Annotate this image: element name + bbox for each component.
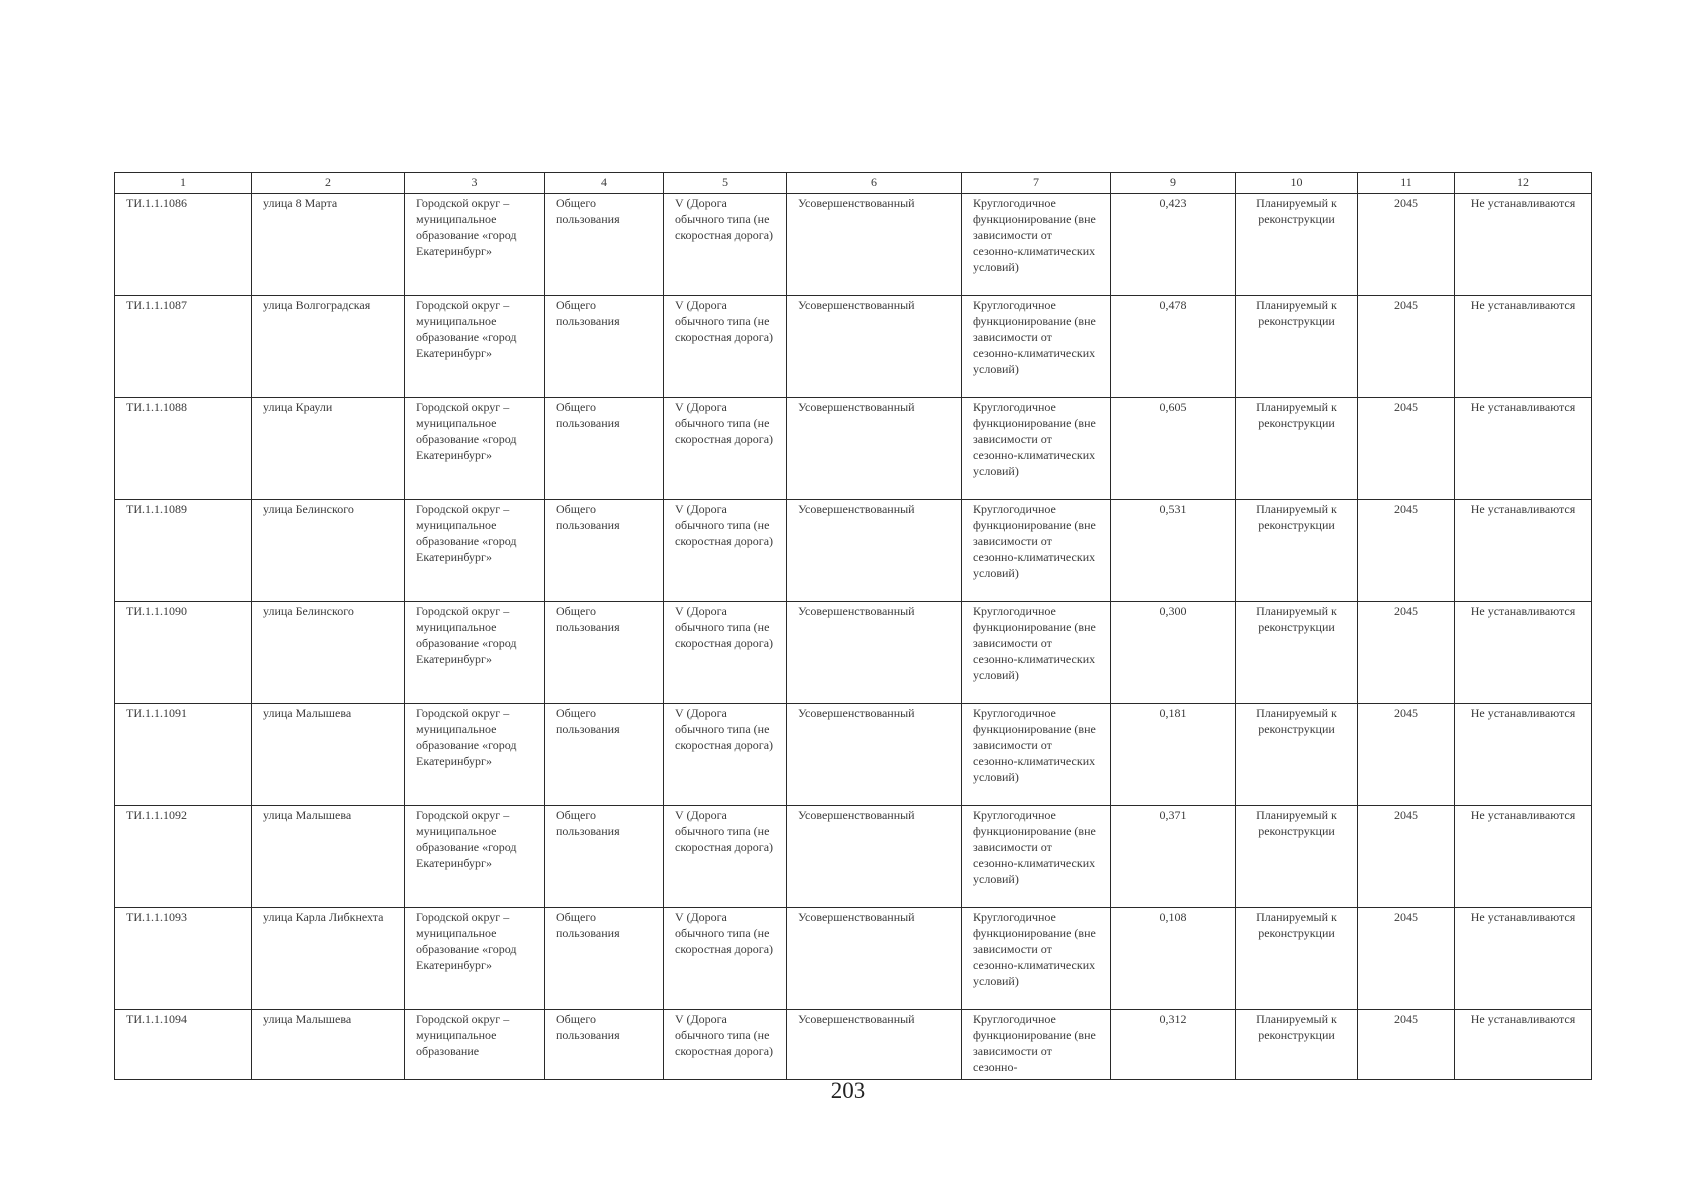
- status-cell: Планируемый к реконструкции: [1236, 398, 1358, 500]
- year-cell: 2045: [1358, 398, 1455, 500]
- surface-type-cell: Усовершенствованный: [787, 806, 962, 908]
- road-name-cell: улица 8 Марта: [252, 194, 405, 296]
- table-row: [115, 194, 1592, 296]
- length-cell: 0,423: [1111, 194, 1236, 296]
- table-row: [115, 1010, 1592, 1080]
- object-id-cell: ТИ.1.1.1090: [115, 602, 252, 704]
- object-id-cell: ТИ.1.1.1091: [115, 704, 252, 806]
- object-id-cell: ТИ.1.1.1092: [115, 806, 252, 908]
- surface-type-cell: Усовершенствованный: [787, 602, 962, 704]
- municipality-cell: Городской округ – муниципальное образование «город Екатеринбург»: [405, 704, 545, 806]
- road-name-cell: улица Волгоградская: [252, 296, 405, 398]
- column-header-8: 9: [1111, 173, 1236, 194]
- protection-zones-cell: Не устанавливаются: [1455, 602, 1592, 704]
- municipality-cell: Городской округ – муниципальное образование: [405, 1010, 545, 1080]
- object-id-cell: ТИ.1.1.1089: [115, 500, 252, 602]
- surface-type-cell: Усовершенствованный: [787, 296, 962, 398]
- municipality-cell: Городской округ – муниципальное образование «город Екатеринбург»: [405, 602, 545, 704]
- protection-zones-cell: Не устанавливаются: [1455, 1010, 1592, 1080]
- column-header-10: 11: [1358, 173, 1455, 194]
- object-id-cell: ТИ.1.1.1088: [115, 398, 252, 500]
- road-name-cell: улица Малышева: [252, 1010, 405, 1080]
- municipality-cell: Городской округ – муниципальное образование «город Екатеринбург»: [405, 296, 545, 398]
- purpose-cell: Общего пользования: [545, 704, 664, 806]
- table-row: [115, 908, 1592, 1010]
- year-cell: 2045: [1358, 602, 1455, 704]
- length-cell: 0,181: [1111, 704, 1236, 806]
- length-cell: 0,371: [1111, 806, 1236, 908]
- purpose-cell: Общего пользования: [545, 602, 664, 704]
- year-cell: 2045: [1358, 704, 1455, 806]
- column-header-5: 5: [664, 173, 787, 194]
- operation-regime-cell: Круглогодичное функционирование (вне зависимости от сезонно-климатических условий): [962, 296, 1111, 398]
- year-cell: 2045: [1358, 1010, 1455, 1080]
- column-header-2: 2: [252, 173, 405, 194]
- status-cell: Планируемый к реконструкции: [1236, 908, 1358, 1010]
- surface-type-cell: Усовершенствованный: [787, 500, 962, 602]
- surface-type-cell: Усовершенствованный: [787, 908, 962, 1010]
- status-cell: Планируемый к реконструкции: [1236, 1010, 1358, 1080]
- status-cell: Планируемый к реконструкции: [1236, 704, 1358, 806]
- status-cell: Планируемый к реконструкции: [1236, 296, 1358, 398]
- operation-regime-cell: Круглогодичное функционирование (вне зависимости от сезонно-климатических условий): [962, 194, 1111, 296]
- road-category-cell: V (Дорога обычного типа (не скоростная дорога): [664, 602, 787, 704]
- column-header-1: 1: [115, 173, 252, 194]
- protection-zones-cell: Не устанавливаются: [1455, 296, 1592, 398]
- year-cell: 2045: [1358, 500, 1455, 602]
- object-id-cell: ТИ.1.1.1086: [115, 194, 252, 296]
- protection-zones-cell: Не устанавливаются: [1455, 806, 1592, 908]
- column-header-11: 12: [1455, 173, 1592, 194]
- length-cell: 0,531: [1111, 500, 1236, 602]
- table-row: [115, 500, 1592, 602]
- object-id-cell: ТИ.1.1.1087: [115, 296, 252, 398]
- road-name-cell: улица Малышева: [252, 704, 405, 806]
- road-name-cell: улица Краули: [252, 398, 405, 500]
- header-row: [115, 173, 1592, 194]
- municipality-cell: Городской округ – муниципальное образование «город Екатеринбург»: [405, 398, 545, 500]
- surface-type-cell: Усовершенствованный: [787, 398, 962, 500]
- municipality-cell: Городской округ – муниципальное образование «город Екатеринбург»: [405, 908, 545, 1010]
- road-category-cell: V (Дорога обычного типа (не скоростная дорога): [664, 1010, 787, 1080]
- year-cell: 2045: [1358, 806, 1455, 908]
- surface-type-cell: Усовершенствованный: [787, 704, 962, 806]
- column-header-4: 4: [545, 173, 664, 194]
- object-id-cell: ТИ.1.1.1094: [115, 1010, 252, 1080]
- municipality-cell: Городской округ – муниципальное образование «город Екатеринбург»: [405, 806, 545, 908]
- purpose-cell: Общего пользования: [545, 500, 664, 602]
- length-cell: 0,108: [1111, 908, 1236, 1010]
- municipality-cell: Городской округ – муниципальное образование «город Екатеринбург»: [405, 500, 545, 602]
- road-category-cell: V (Дорога обычного типа (не скоростная дорога): [664, 908, 787, 1010]
- column-header-7: 7: [962, 173, 1111, 194]
- road-category-cell: V (Дорога обычного типа (не скоростная дорога): [664, 194, 787, 296]
- year-cell: 2045: [1358, 296, 1455, 398]
- surface-type-cell: Усовершенствованный: [787, 1010, 962, 1080]
- object-id-cell: ТИ.1.1.1093: [115, 908, 252, 1010]
- table-row: [115, 704, 1592, 806]
- purpose-cell: Общего пользования: [545, 1010, 664, 1080]
- length-cell: 0,300: [1111, 602, 1236, 704]
- operation-regime-cell: Круглогодичное функционирование (вне зависимости от сезонно-климатических условий): [962, 806, 1111, 908]
- table-row: [115, 296, 1592, 398]
- road-name-cell: улица Малышева: [252, 806, 405, 908]
- status-cell: Планируемый к реконструкции: [1236, 194, 1358, 296]
- purpose-cell: Общего пользования: [545, 296, 664, 398]
- table-body: [115, 194, 1592, 1080]
- operation-regime-cell: Круглогодичное функционирование (вне зависимости от сезонно-климатических условий): [962, 704, 1111, 806]
- road-category-cell: V (Дорога обычного типа (не скоростная дорога): [664, 806, 787, 908]
- operation-regime-cell: Круглогодичное функционирование (вне зависимости от сезонно-климатических условий): [962, 500, 1111, 602]
- protection-zones-cell: Не устанавливаются: [1455, 908, 1592, 1010]
- length-cell: 0,312: [1111, 1010, 1236, 1080]
- road-category-cell: V (Дорога обычного типа (не скоростная дорога): [664, 704, 787, 806]
- table-header: [115, 173, 1592, 194]
- page-number: 203: [830, 1078, 866, 1103]
- length-cell: 0,605: [1111, 398, 1236, 500]
- table-row: [115, 602, 1592, 704]
- purpose-cell: Общего пользования: [545, 908, 664, 1010]
- road-category-cell: V (Дорога обычного типа (не скоростная дорога): [664, 398, 787, 500]
- road-name-cell: улица Белинского: [252, 602, 405, 704]
- road-name-cell: улица Белинского: [252, 500, 405, 602]
- table-row: [115, 398, 1592, 500]
- year-cell: 2045: [1358, 908, 1455, 1010]
- status-cell: Планируемый к реконструкции: [1236, 602, 1358, 704]
- surface-type-cell: Усовершенствованный: [787, 194, 962, 296]
- operation-regime-cell: Круглогодичное функционирование (вне зависимости от сезонно-климатических условий): [962, 908, 1111, 1010]
- purpose-cell: Общего пользования: [545, 398, 664, 500]
- road-registry-table: [114, 172, 1592, 1080]
- column-header-3: 3: [405, 173, 545, 194]
- status-cell: Планируемый к реконструкции: [1236, 500, 1358, 602]
- operation-regime-cell: Круглогодичное функционирование (вне зависимости от сезонно-климатических условий): [962, 602, 1111, 704]
- operation-regime-cell: Круглогодичное функционирование (вне зависимости от сезонно-климатических условий): [962, 398, 1111, 500]
- road-name-cell: улица Карла Либкнехта: [252, 908, 405, 1010]
- road-category-cell: V (Дорога обычного типа (не скоростная дорога): [664, 296, 787, 398]
- protection-zones-cell: Не устанавливаются: [1455, 398, 1592, 500]
- length-cell: 0,478: [1111, 296, 1236, 398]
- protection-zones-cell: Не устанавливаются: [1455, 500, 1592, 602]
- operation-regime-cell: Круглогодичное функционирование (вне зависимости от сезонно-: [962, 1010, 1111, 1080]
- purpose-cell: Общего пользования: [545, 806, 664, 908]
- column-header-9: 10: [1236, 173, 1358, 194]
- status-cell: Планируемый к реконструкции: [1236, 806, 1358, 908]
- road-category-cell: V (Дорога обычного типа (не скоростная дорога): [664, 500, 787, 602]
- purpose-cell: Общего пользования: [545, 194, 664, 296]
- protection-zones-cell: Не устанавливаются: [1455, 194, 1592, 296]
- municipality-cell: Городской округ – муниципальное образование «город Екатеринбург»: [405, 194, 545, 296]
- protection-zones-cell: Не устанавливаются: [1455, 704, 1592, 806]
- column-header-6: 6: [787, 173, 962, 194]
- year-cell: 2045: [1358, 194, 1455, 296]
- table-row: [115, 806, 1592, 908]
